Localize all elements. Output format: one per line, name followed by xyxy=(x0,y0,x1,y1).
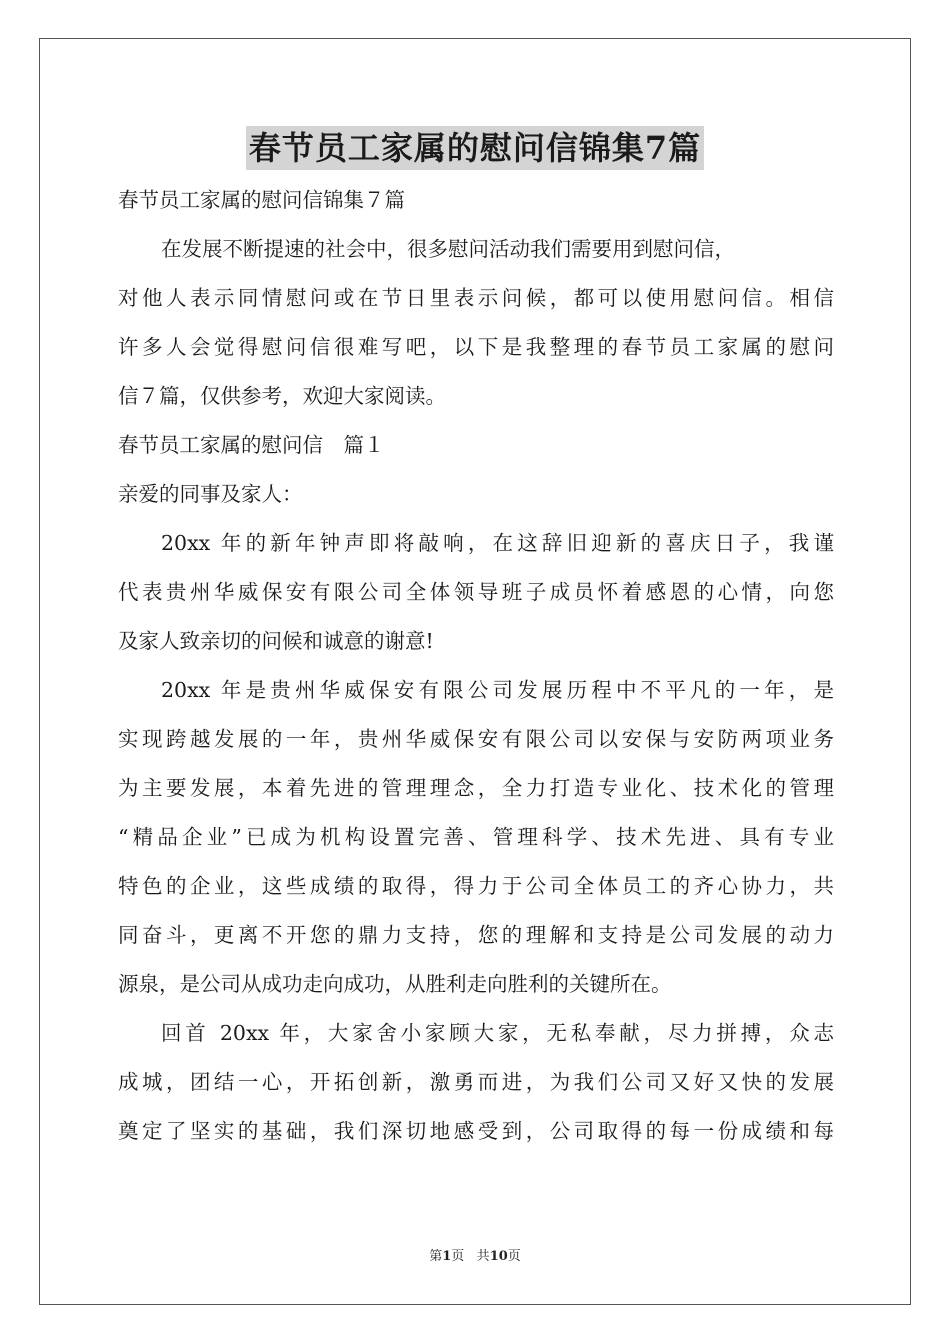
paragraph-line: 奠定了坚实的基础，我们深切地感受到，公司取得的每一份成绩和每 xyxy=(118,1119,834,1143)
document-body xyxy=(118,176,834,1156)
page-footer xyxy=(0,1248,950,1266)
paragraph-line: 为主要发展，本着先进的管理理念，全力打造专业化、技术化的管理 xyxy=(118,776,834,800)
paragraph-line: 特色的企业，这些成绩的取得，得力于公司全体员工的齐心协力，共 xyxy=(118,874,834,898)
paragraph-line: 20xx 年是贵州华威保安有限公司发展历程中不平凡的一年，是 xyxy=(161,678,834,702)
subtitle-line: 春节员工家属的慰问信锦集７篇 xyxy=(118,188,405,212)
total-prefix: 共 xyxy=(476,1249,490,1264)
paragraph-line: 同奋斗，更离不开您的鼎力支持，您的理解和支持是公司发展的动力 xyxy=(118,923,834,947)
page-suffix: 页 xyxy=(451,1249,465,1264)
paragraph-line: 源泉，是公司从成功走向成功，从胜利走向胜利的关键所在。 xyxy=(118,972,672,996)
title-container xyxy=(0,126,950,170)
total-pages: 10 xyxy=(489,1249,508,1264)
paragraph-line: 实现跨越发展的一年，贵州华威保安有限公司以安保与安防两项业务 xyxy=(118,727,834,751)
page-number: 1 xyxy=(442,1249,452,1264)
paragraph-line: 代表贵州华威保安有限公司全体领导班子成员怀着感恩的心情，向您 xyxy=(118,580,834,604)
paragraph-line: 成城，团结一心，开拓创新，激勇而进，为我们公司又好又快的发展 xyxy=(118,1070,834,1094)
total-suffix: 页 xyxy=(507,1249,521,1264)
document-title: 春节员工家属的慰问信锦集7篇 xyxy=(246,126,704,170)
paragraph-line: 在发展不断提速的社会中，很多慰问活动我们需要用到慰问信， xyxy=(161,237,735,261)
paragraph-line: “精品企业”已成为机构设置完善、管理科学、技术先进、具有专业 xyxy=(118,825,834,849)
paragraph-line: 回首 20xx 年，大家舍小家顾大家，无私奉献，尽力拼搏，众志 xyxy=(161,1021,834,1045)
section-heading: 春节员工家属的慰问信 篇１ xyxy=(118,433,385,457)
paragraph-line: 许多人会觉得慰问信很难写吧，以下是我整理的春节员工家属的慰问 xyxy=(118,335,834,359)
page-prefix: 第 xyxy=(429,1249,443,1264)
paragraph-line: 对他人表示同情慰问或在节日里表示问候，都可以使用慰问信。相信 xyxy=(118,286,834,310)
salutation-line: 亲爱的同事及家人： xyxy=(118,482,303,506)
paragraph-line: 及家人致亲切的问候和诚意的谢意! xyxy=(118,629,434,653)
paragraph-line: 20xx 年的新年钟声即将敲响，在这辞旧迎新的喜庆日子，我谨 xyxy=(161,531,834,555)
paragraph-line: 信７篇，仅供参考，欢迎大家阅读。 xyxy=(118,384,446,408)
